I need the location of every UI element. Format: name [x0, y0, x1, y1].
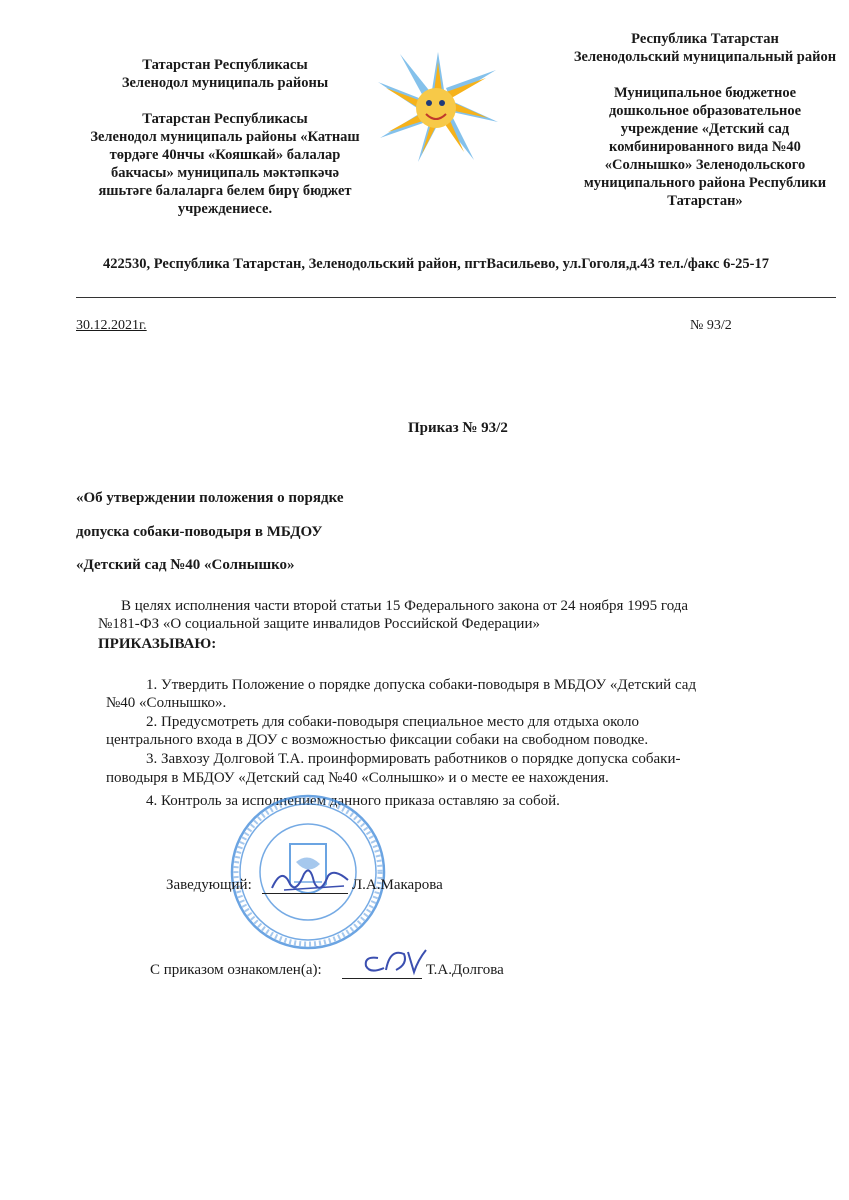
header-divider	[76, 297, 836, 298]
address-line: 422530, Республика Татарстан, Зеленодольский район, пгтВасильево, ул.Гоголя,д.43 тел./факс 6-25-17	[103, 256, 770, 272]
ack-name: Т.А.Долгова	[426, 962, 504, 978]
directive: ПРИКАЗЫВАЮ:	[98, 636, 217, 652]
order-item-line: поводыря в МБДОУ «Детский сад №40 «Солнышко» и о месте ее нахождения.	[106, 770, 609, 786]
header-right-line: комбинированного вида №40	[609, 139, 801, 155]
order-title: Приказ № 93/2	[408, 420, 508, 436]
header-left-line: Татарстан Республикасы	[142, 111, 308, 127]
header-right-line: Татарстан»	[667, 193, 743, 209]
order-item-line: центрального входа в ДОУ с возможностью фиксации собаки на свободном поводке.	[106, 732, 649, 748]
order-item-line: 2. Предусмотреть для собаки-поводыря специальное место для отдыха около	[146, 714, 639, 730]
order-item-line: 1. Утвердить Положение о порядке допуска собаки-поводыря в МБДОУ «Детский сад	[146, 677, 697, 693]
ack-label: С приказом ознакомлен(а):	[150, 962, 322, 978]
header-right-line: «Солнышко» Зеленодольского	[604, 157, 806, 173]
order-number: № 93/2	[690, 318, 732, 333]
head-signature-icon	[264, 860, 354, 900]
header-left-line: учреждениесе.	[177, 201, 273, 217]
header-left-line: төрдәге 40нчы «Кояшкай» балалар	[109, 147, 341, 163]
header-right-line: муниципального района Республики	[583, 175, 827, 191]
preamble-line: №181-ФЗ «О социальной защите инвалидов Российской Федерации»	[98, 616, 540, 632]
header-right-line: Зеленодольский муниципальный район	[573, 49, 837, 65]
order-subject-line: допуска собаки-поводыря в МБДОУ	[76, 524, 323, 540]
order-subject-line: «Детский сад №40 «Солнышко»	[76, 557, 295, 573]
header-left-line: бакчасы» муниципаль мәктәпкәчә	[110, 165, 340, 181]
header-right-line: Муниципальное бюджетное	[613, 85, 797, 101]
order-item-line: №40 «Солнышко».	[106, 695, 227, 711]
preamble-line: В целях исполнения части второй статьи 15 Федерального закона от 24 ноября 1995 года	[121, 598, 689, 614]
header-left-line: яшьтәге балаларга белем бирү бюджет	[98, 183, 352, 199]
head-name: Л.А.Макарова	[352, 877, 443, 893]
ack-signature-icon	[356, 940, 436, 980]
header-right-line: дошкольное образовательное	[608, 103, 802, 119]
order-item-line: 4. Контроль за исполнением данного приказа оставляю за собой.	[146, 793, 560, 809]
header-right-line: учреждение «Детский сад	[620, 121, 790, 137]
header-left-block	[70, 56, 380, 218]
header-left-line: Зеленодол муниципаль районы	[121, 75, 329, 91]
header-right-block	[560, 30, 849, 210]
order-date: 30.12.2021г.	[76, 318, 147, 333]
sun-logo-icon	[378, 52, 498, 162]
head-label: Заведующий:	[166, 877, 252, 893]
order-item-line: 3. Завхозу Долговой Т.А. проинформировать работников о порядке допуска собаки-	[146, 751, 681, 767]
header-left-line: Зеленодол муниципаль районы «Катнаш	[90, 129, 360, 145]
order-subject-line: «Об утверждении положения о порядке	[76, 490, 344, 506]
header-left-line: Татарстан Республикасы	[142, 57, 308, 73]
header-right-line: Республика Татарстан	[631, 31, 779, 47]
